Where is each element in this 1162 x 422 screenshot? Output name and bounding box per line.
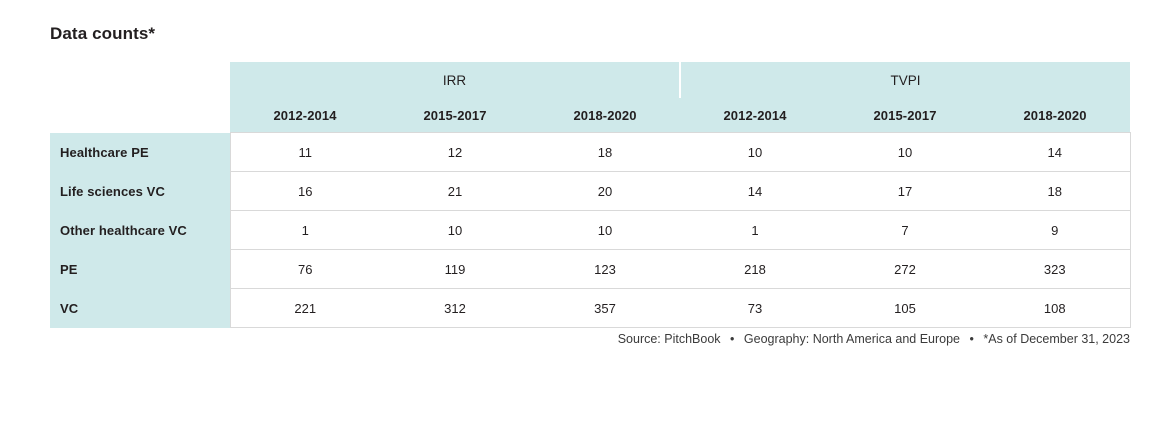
subheader-corner-cell [50, 98, 230, 133]
group-header-row [50, 62, 1130, 98]
cell-pe-tvpi-2015-2017: 272 [830, 250, 980, 289]
table-body [50, 133, 1130, 328]
cell-pe-tvpi-2012-2014: 218 [680, 250, 830, 289]
cell-healthcare-pe-tvpi-2012-2014: 10 [680, 133, 830, 172]
cell-healthcare-pe-tvpi-2018-2020: 14 [980, 133, 1130, 172]
row-label-vc: VC [50, 289, 230, 328]
group-header-tvpi: TVPI [680, 62, 1130, 98]
cell-life-sciences-vc-tvpi-2012-2014: 14 [680, 172, 830, 211]
cell-life-sciences-vc-irr-2018-2020: 20 [530, 172, 680, 211]
header-corner-cell [50, 62, 230, 98]
row-label-healthcare-pe: Healthcare PE [50, 133, 230, 172]
table-row [50, 133, 1130, 172]
cell-vc-tvpi-2018-2020: 108 [980, 289, 1130, 328]
subheader-tvpi-2018-2020: 2018-2020 [980, 98, 1130, 133]
cell-vc-irr-2012-2014: 221 [230, 289, 380, 328]
cell-life-sciences-vc-irr-2012-2014: 16 [230, 172, 380, 211]
cell-pe-irr-2018-2020: 123 [530, 250, 680, 289]
cell-other-healthcare-vc-tvpi-2015-2017: 7 [830, 211, 980, 250]
footnote-asof: *As of December 31, 2023 [983, 332, 1130, 346]
data-counts-table [50, 62, 1131, 328]
row-label-pe: PE [50, 250, 230, 289]
cell-pe-tvpi-2018-2020: 323 [980, 250, 1130, 289]
subheader-irr-2012-2014: 2012-2014 [230, 98, 380, 133]
cell-life-sciences-vc-tvpi-2015-2017: 17 [830, 172, 980, 211]
group-header-irr: IRR [230, 62, 680, 98]
subheader-tvpi-2015-2017: 2015-2017 [830, 98, 980, 133]
footnote [618, 332, 1130, 346]
cell-other-healthcare-vc-tvpi-2018-2020: 9 [980, 211, 1130, 250]
table-row [50, 211, 1130, 250]
footnote-source: Source: PitchBook [617, 332, 721, 346]
table-row [50, 172, 1130, 211]
cell-healthcare-pe-irr-2018-2020: 18 [530, 133, 680, 172]
page-title: Data counts* [50, 24, 156, 43]
cell-healthcare-pe-irr-2012-2014: 11 [230, 133, 380, 172]
cell-vc-irr-2015-2017: 312 [380, 289, 530, 328]
cell-other-healthcare-vc-irr-2012-2014: 1 [230, 211, 380, 250]
cell-vc-tvpi-2015-2017: 105 [830, 289, 980, 328]
cell-healthcare-pe-tvpi-2015-2017: 10 [830, 133, 980, 172]
cell-other-healthcare-vc-tvpi-2012-2014: 1 [680, 211, 830, 250]
cell-life-sciences-vc-tvpi-2018-2020: 18 [980, 172, 1130, 211]
subheader-irr-2015-2017: 2015-2017 [380, 98, 530, 133]
cell-other-healthcare-vc-irr-2015-2017: 10 [380, 211, 530, 250]
subheader-row [50, 98, 1130, 133]
cell-vc-irr-2018-2020: 357 [530, 289, 680, 328]
subheader-tvpi-2012-2014: 2012-2014 [680, 98, 830, 133]
row-label-other-healthcare-vc: Other healthcare VC [50, 211, 230, 250]
table-row [50, 250, 1130, 289]
cell-pe-irr-2015-2017: 119 [380, 250, 530, 289]
row-label-life-sciences-vc: Life sciences VC [50, 172, 230, 211]
cell-healthcare-pe-irr-2015-2017: 12 [380, 133, 530, 172]
footnote-separator-2: • [969, 332, 974, 346]
footnote-separator-1: • [730, 332, 735, 346]
table-row [50, 289, 1130, 328]
cell-pe-irr-2012-2014: 76 [230, 250, 380, 289]
cell-vc-tvpi-2012-2014: 73 [680, 289, 830, 328]
cell-other-healthcare-vc-irr-2018-2020: 10 [530, 211, 680, 250]
data-table-wrapper [50, 62, 1130, 328]
footnote-geography: Geography: North America and Europe [743, 332, 961, 346]
cell-life-sciences-vc-irr-2015-2017: 21 [380, 172, 530, 211]
table-header [50, 62, 1130, 133]
subheader-irr-2018-2020: 2018-2020 [530, 98, 680, 133]
